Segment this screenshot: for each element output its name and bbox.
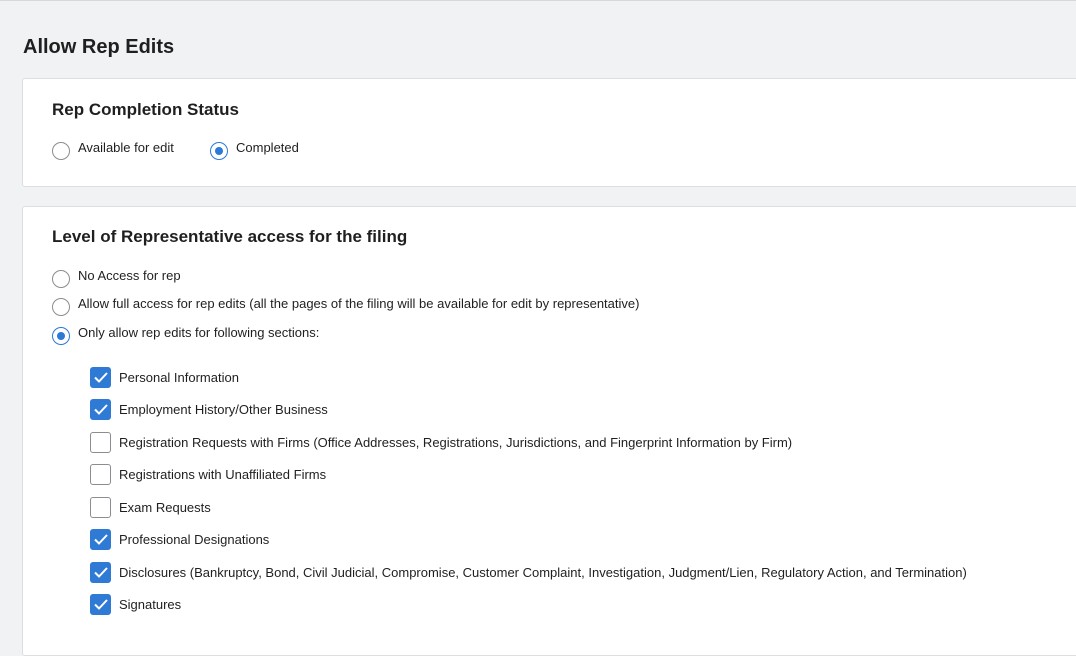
exam-requests-label: Exam Requests [119, 500, 211, 515]
no-access-label: No Access for rep [78, 268, 181, 283]
employment-history-checkbox[interactable] [90, 399, 111, 420]
employment-history-label: Employment History/Other Business [119, 402, 328, 417]
completion-status-card [22, 78, 1076, 187]
unaffiliated-firms-label: Registrations with Unaffiliated Firms [119, 467, 327, 482]
access-option-selected-sections[interactable] [52, 327, 319, 345]
selected-sections-radio[interactable] [52, 327, 70, 345]
page-title: Allow Rep Edits [23, 36, 175, 58]
personal-information-checkbox[interactable] [90, 367, 111, 388]
full-access-label: Allow full access for rep edits (all the pages of the filing will be available for edit by representative) [78, 296, 640, 311]
section-checkbox-row[interactable] [90, 367, 239, 388]
access-option-full-access[interactable] [52, 298, 639, 316]
checkmark-icon [94, 404, 108, 415]
top-divider [0, 0, 1076, 1]
completed-label: Completed [236, 140, 299, 155]
section-checkbox-row[interactable] [90, 399, 328, 420]
completion-status-title: Rep Completion Status [52, 100, 240, 119]
section-checkbox-row[interactable] [90, 562, 967, 583]
selected-sections-label: Only allow rep edits for following sections: [78, 325, 320, 340]
professional-designations-label: Professional Designations [119, 532, 270, 547]
status-completed-radio-option[interactable] [210, 142, 299, 160]
section-checkbox-row[interactable] [90, 594, 181, 615]
available-for-edit-label: Available for edit [78, 140, 174, 155]
registration-requests-label: Registration Requests with Firms (Office Addresses, Registrations, Jurisdictions, and Fingerprint Information by Firm) [119, 435, 793, 450]
checkmark-icon [94, 372, 108, 383]
unaffiliated-firms-checkbox[interactable] [90, 464, 111, 485]
signatures-checkbox[interactable] [90, 594, 111, 615]
disclosures-checkbox[interactable] [90, 562, 111, 583]
checkmark-icon [94, 567, 108, 578]
section-checkbox-row[interactable] [90, 464, 326, 485]
section-checkbox-row[interactable] [90, 529, 269, 550]
full-access-radio[interactable] [52, 298, 70, 316]
checkmark-icon [94, 534, 108, 545]
section-checkbox-row[interactable] [90, 497, 211, 518]
registration-requests-checkbox[interactable] [90, 432, 111, 453]
status-available-radio-option[interactable] [52, 142, 174, 160]
no-access-radio[interactable] [52, 270, 70, 288]
access-level-title: Level of Representative access for the filing [52, 227, 408, 246]
access-level-card [22, 206, 1076, 656]
professional-designations-checkbox[interactable] [90, 529, 111, 550]
completed-radio[interactable] [210, 142, 228, 160]
personal-information-label: Personal Information [119, 370, 239, 385]
checkmark-icon [94, 599, 108, 610]
disclosures-label: Disclosures (Bankruptcy, Bond, Civil Judicial, Compromise, Customer Complaint, Investigation, Judgment/Lien, Regulatory Action, and Termination) [119, 565, 967, 580]
access-option-no-access[interactable] [52, 270, 181, 288]
signatures-label: Signatures [119, 597, 182, 612]
exam-requests-checkbox[interactable] [90, 497, 111, 518]
section-checkbox-row[interactable] [90, 432, 792, 453]
available-for-edit-radio[interactable] [52, 142, 70, 160]
